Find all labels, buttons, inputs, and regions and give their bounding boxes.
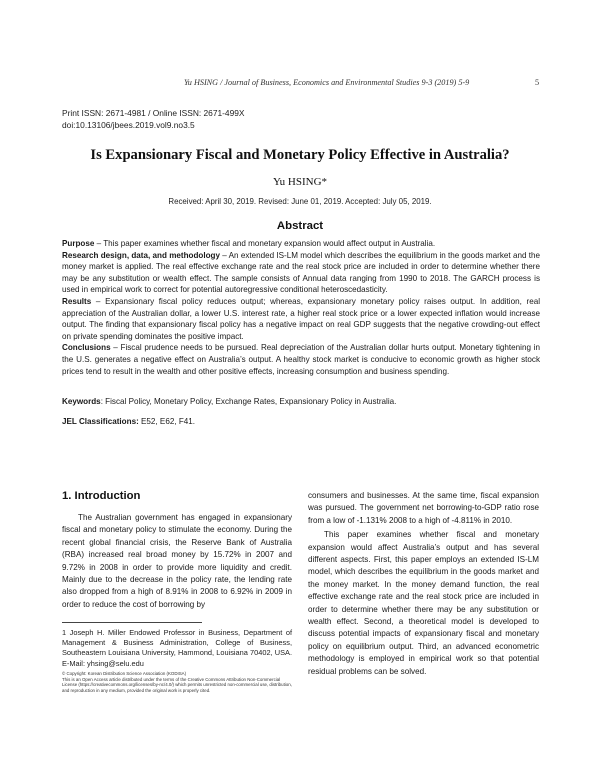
- keywords-label: Keywords: [62, 397, 101, 406]
- copyright-notice: [62, 671, 294, 693]
- publication-info: [62, 108, 245, 131]
- jel-label: JEL Classifications:: [62, 417, 139, 426]
- intro-paragraph-2: This paper examines whether fiscal and monetary expansion would affect Australia’s output and has several different aspects. First, this paper employs an extended IS-LM model, which describes the equilibrium in the goods market and the money market. In the money demand function, the real effective exchange rate and the real stock price are included in order to determine whether there may be any substitution or wealth effect. Second, a theoretical model is developed to discuss potential impacts of expansionary fiscal and monetary policy on equilibrium output. Third, an advanced econometric methodology is employed in empirical work so that potential residual problems can be solved.: [308, 530, 539, 676]
- abstract-design: [62, 250, 540, 296]
- jel-classifications: [62, 417, 540, 426]
- intro-paragraph-1-continued: consumers and businesses. At the same time, fiscal expansion was pursued. The government net borrowing-to-GDP ratio rose from a low of -1.131% 2008 to a high of -4.811% in 2010.: [308, 491, 539, 525]
- issn-line: Print ISSN: 2671-4981 / Online ISSN: 2671-499X: [62, 108, 245, 118]
- conclusions-label: Conclusions: [62, 343, 111, 353]
- abstract-heading: Abstract: [276, 220, 324, 232]
- abstract-body: [62, 238, 540, 377]
- abstract-results: [62, 296, 540, 342]
- journal-citation: Yu HSING / Journal of Business, Economics and Environmental Studies 9-3 (2019) 5-9: [184, 78, 470, 87]
- abstract-conclusions: [62, 342, 540, 377]
- design-label: Research design, data, and methodology: [62, 250, 221, 260]
- jel-text: E52, E62, F41.: [138, 417, 196, 426]
- page-number: 5: [535, 78, 540, 87]
- copyright-text: © Copyright: Korean Distribution Science Association (KODISA): [62, 671, 187, 676]
- doi-link[interactable]: doi:10.13106/jbees.2019.vol9.no3.5: [62, 119, 195, 130]
- purpose-text: – This paper examines whether fiscal and monetary expansion would affect output in Australia.: [94, 239, 436, 248]
- license-text: This is an Open Access article distributed under the terms of the Creative Commons Attribution Non-Commercial License (https://creativecommons.org/licenses/by-nc/4.0/) which permits unrestricted non-commercial use, distribution, and reproduction in any medium, provided the original work is properly cited.: [62, 676, 292, 693]
- design-text: – An extended IS-LM model which describes the equilibrium in the goods market and the money market is applied. The real effective exchange rate and the real stock price are included in order to determine whether there may be any substitution or wealth effect. The sample consists of Annual data ranging from 1990 to 2018. The GARCH process is used in empirical work to correct for potential autoregressive conditional heteroscedasticity.: [62, 250, 540, 295]
- abstract-purpose: [62, 238, 540, 250]
- intro-paragraph-1: The Australian government has engaged in expansionary fiscal and monetary policy to stimulate the economy. During the recent global financial crisis, the Reserve Bank of Australia (RBA) increased real broad money by 15.72% in 2007 and 9.72% in 2008 in order to provide more liquidity and credit. Mainly due to the decrease in the policy rate, the lending rate also dropped from a high of 8.91% in 2008 to 6.92% in 2009 in order to reduce the cost of borrowing by: [62, 513, 292, 609]
- keywords: [62, 397, 540, 406]
- section-heading-introduction: 1. Introduction: [62, 490, 141, 502]
- paper-title: Is Expansionary Fiscal and Monetary Policy Effective in Australia?: [90, 147, 510, 163]
- right-column: [308, 490, 539, 678]
- keywords-text: : Fiscal Policy, Monetary Policy, Exchange Rates, Expansionary Policy in Australia.: [100, 397, 397, 406]
- left-column: [62, 490, 292, 611]
- conclusions-text: – Fiscal prudence needs to be pursued. Real depreciation of the Australian dollar hurts output. Monetary tightening in the U.S. generates a negative effect on Australia’s output. A healthy stock market is conducive to economic growth as higher stock prices tend to result in the wealth and other positive effects, increasing consumption and business spending.: [62, 343, 540, 376]
- results-text: – Expansionary fiscal policy reduces output; whereas, expansionary monetary policy raises output. In addition, real appreciation of the Australian dollar, a lower U.S. interest rate, a higher real stock price or a lower expected inflation would increase output. The finding that expansionary fiscal policy has a negative impact on real GDP suggests that the negative crowding-out effect on private spending dominates the positive impact.: [62, 296, 540, 341]
- author-footnote: 1 Joseph H. Miller Endowed Professor in Business, Department of Management & Business Administration, College of Business, Southeastern Louisiana University, Hammond, Louisiana 70402, USA. E-Mail: yhsing@selu.edu: [62, 628, 292, 668]
- purpose-label: Purpose: [62, 239, 95, 248]
- received-dates: Received: April 30, 2019. Revised: June 01, 2019. Accepted: July 05, 2019.: [168, 197, 432, 206]
- footnote-divider: [62, 622, 202, 623]
- author-name: Yu HSING*: [272, 176, 328, 188]
- results-label: Results: [62, 296, 92, 306]
